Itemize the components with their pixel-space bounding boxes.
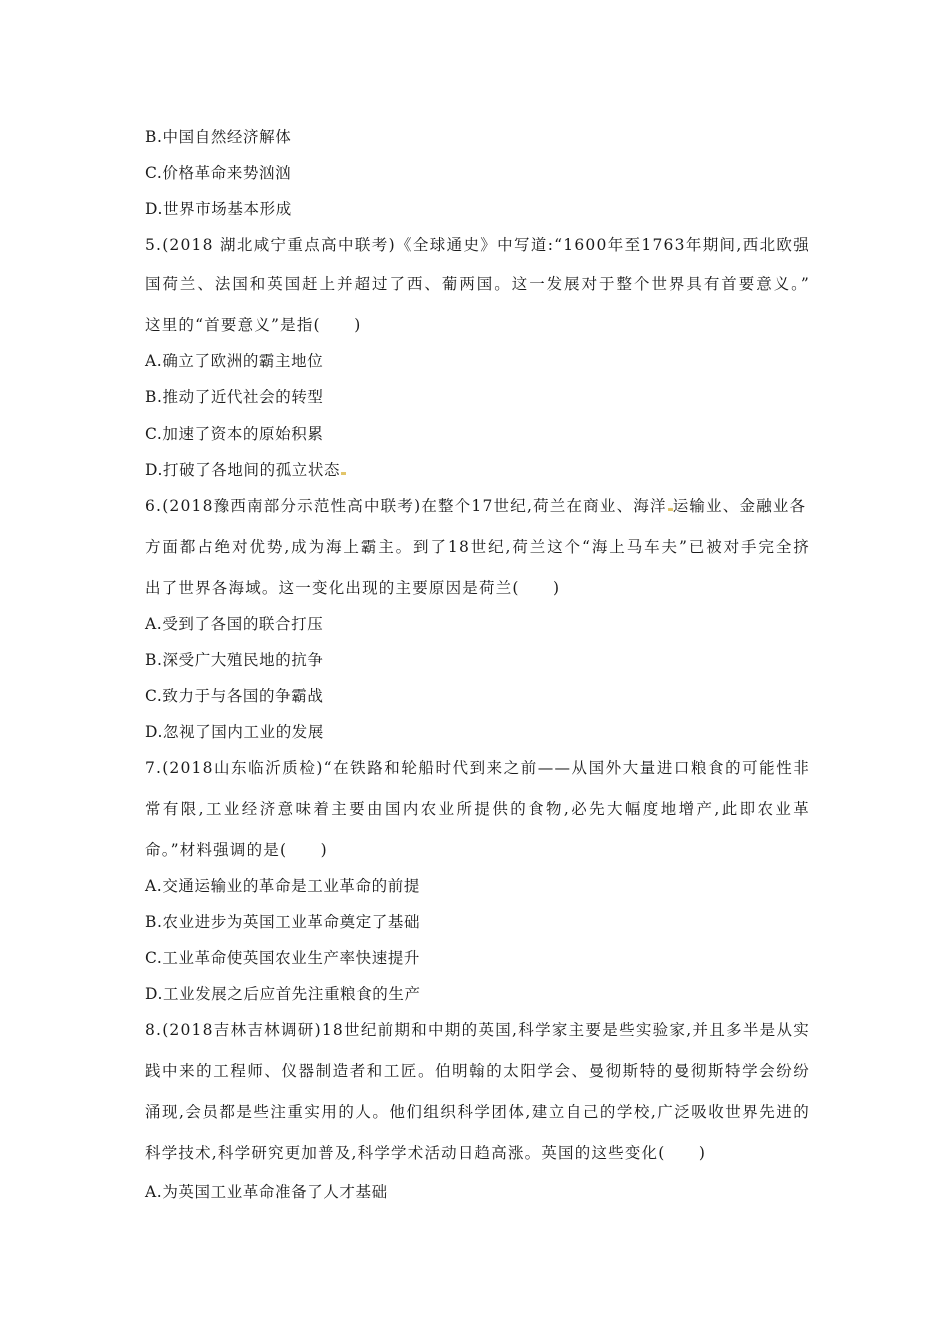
q7-option-d: D.工业发展之后应首先注重粮食的生产 [145, 985, 421, 1003]
q6-option-a: A.受到了各国的联合打压 [145, 615, 324, 633]
q5-stem-line-3: 这里的“首要意义”是指( ) [145, 316, 362, 334]
q6-option-c: C.致力于与各国的争霸战 [145, 687, 324, 705]
q7-stem-line-3: 命。”材料强调的是( ) [145, 841, 328, 859]
q8-stem-line-3: 涌现,会员都是些注重实用的人。他们组织科学团体,建立自己的学校,广泛吸收世界先进的 [145, 1103, 810, 1121]
q4-option-c: C.价格革命来势汹汹 [145, 164, 292, 182]
q7-option-b: B.农业进步为英国工业革命奠定了基础 [145, 913, 421, 931]
q4-option-d: D.世界市场基本形成 [145, 200, 292, 218]
q5-option-c: C.加速了资本的原始积累 [145, 425, 324, 443]
q5-option-b: B.推动了近代社会的转型 [145, 388, 324, 406]
q7-option-c: C.工业革命使英国农业生产率快速提升 [145, 949, 421, 967]
q8-stem-line-1: 8.(2018吉林吉林调研)18世纪前期和中期的英国,科学家主要是些实验家,并且多半是从实 [145, 1021, 810, 1039]
q7-option-a: A.交通运输业的革命是工业革命的前提 [145, 877, 420, 895]
q7-stem-line-2: 常有限,工业经济意味着主要由国内农业所提供的食物,必先大幅度地增产,此即农业革 [145, 800, 810, 818]
q6-stem-line-2: 方面都占绝对优势,成为海上霸主。到了18世纪,荷兰这个“海上马车夫”已被对手完全挤 [145, 538, 810, 556]
q7-stem-line-1: 7.(2018山东临沂质检)“在铁路和轮船时代到来之前——从国外大量进口粮食的可能性非 [145, 759, 810, 777]
q8-option-a: A.为英国工业革命准备了人才基础 [145, 1183, 388, 1201]
q6-stem-line-1 [145, 496, 810, 516]
q6-option-d: D.忽视了国内工业的发展 [145, 723, 325, 741]
q5-stem-line-2: 国荷兰、法国和英国赶上并超过了西、葡两国。这一发展对于整个世界具有首要意义。” [145, 275, 810, 293]
q8-stem-line-4: 科学技术,科学研究更加普及,科学学术活动日趋高涨。英国的这些变化( ) [145, 1144, 707, 1162]
q5-option-a: A.确立了欧洲的霸主地位 [145, 352, 324, 370]
q6-stem-line-1-part-a: 6.(2018豫西南部分示范性高中联考)在整个17世纪,荷兰在商业、海洋 [145, 497, 667, 515]
q6-stem-line-1-part-b: 运输业、金融业各 [672, 497, 807, 515]
q8-stem-line-2: 践中来的工程师、仪器制造者和工匠。伯明翰的太阳学会、曼彻斯特的曼彻斯特学会纷纷 [145, 1062, 810, 1080]
q6-stem-line-3: 出了世界各海域。这一变化出现的主要原因是荷兰( ) [145, 579, 561, 597]
q6-option-b: B.深受广大殖民地的抗争 [145, 651, 324, 669]
q4-option-b: B.中国自然经济解体 [145, 128, 292, 146]
q5-option-d-text: D.打破了各地间的孤立状态 [145, 461, 341, 479]
highlight-mark [341, 472, 346, 475]
q5-option-d [145, 460, 810, 480]
q5-stem-line-1: 5.(2018 湖北咸宁重点高中联考)《全球通史》中写道:“1600年至1763年期间,西北欧强 [145, 236, 810, 254]
